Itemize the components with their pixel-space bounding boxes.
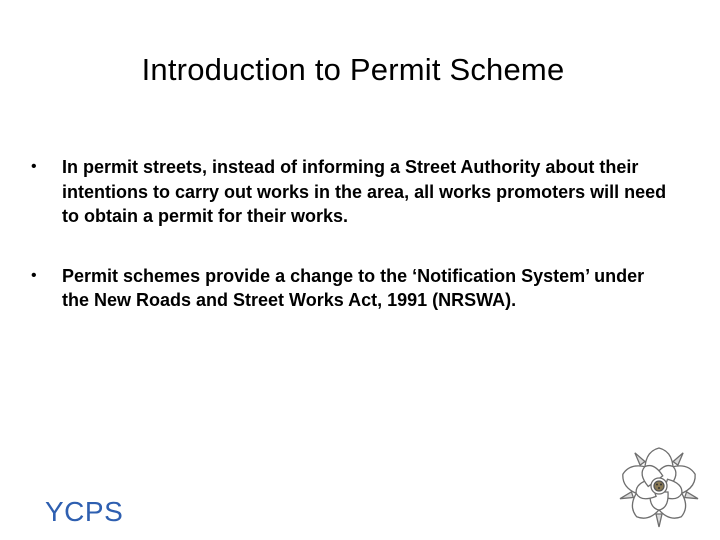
brand-logo-text: YCPS: [45, 496, 124, 527]
bullet-text: In permit streets, instead of informing a Street Authority about their intentions to carry out works in the area, all works promoters will need to obtain a permit for their works.: [62, 157, 667, 226]
bullet-item: [31, 264, 671, 313]
slide-title: Introduction to Permit Scheme: [141, 52, 565, 87]
bullet-marker: •: [31, 158, 37, 175]
bullet-marker: •: [31, 266, 37, 284]
bullet-item: [31, 155, 671, 229]
yorkshire-rose-icon: [613, 440, 705, 528]
bullet-list: [31, 155, 671, 313]
bullet-text: Permit schemes provide a change to the ‘Notification System’ under the New Roads and Street Works Act, 1991 (NRSWA).: [62, 265, 645, 310]
